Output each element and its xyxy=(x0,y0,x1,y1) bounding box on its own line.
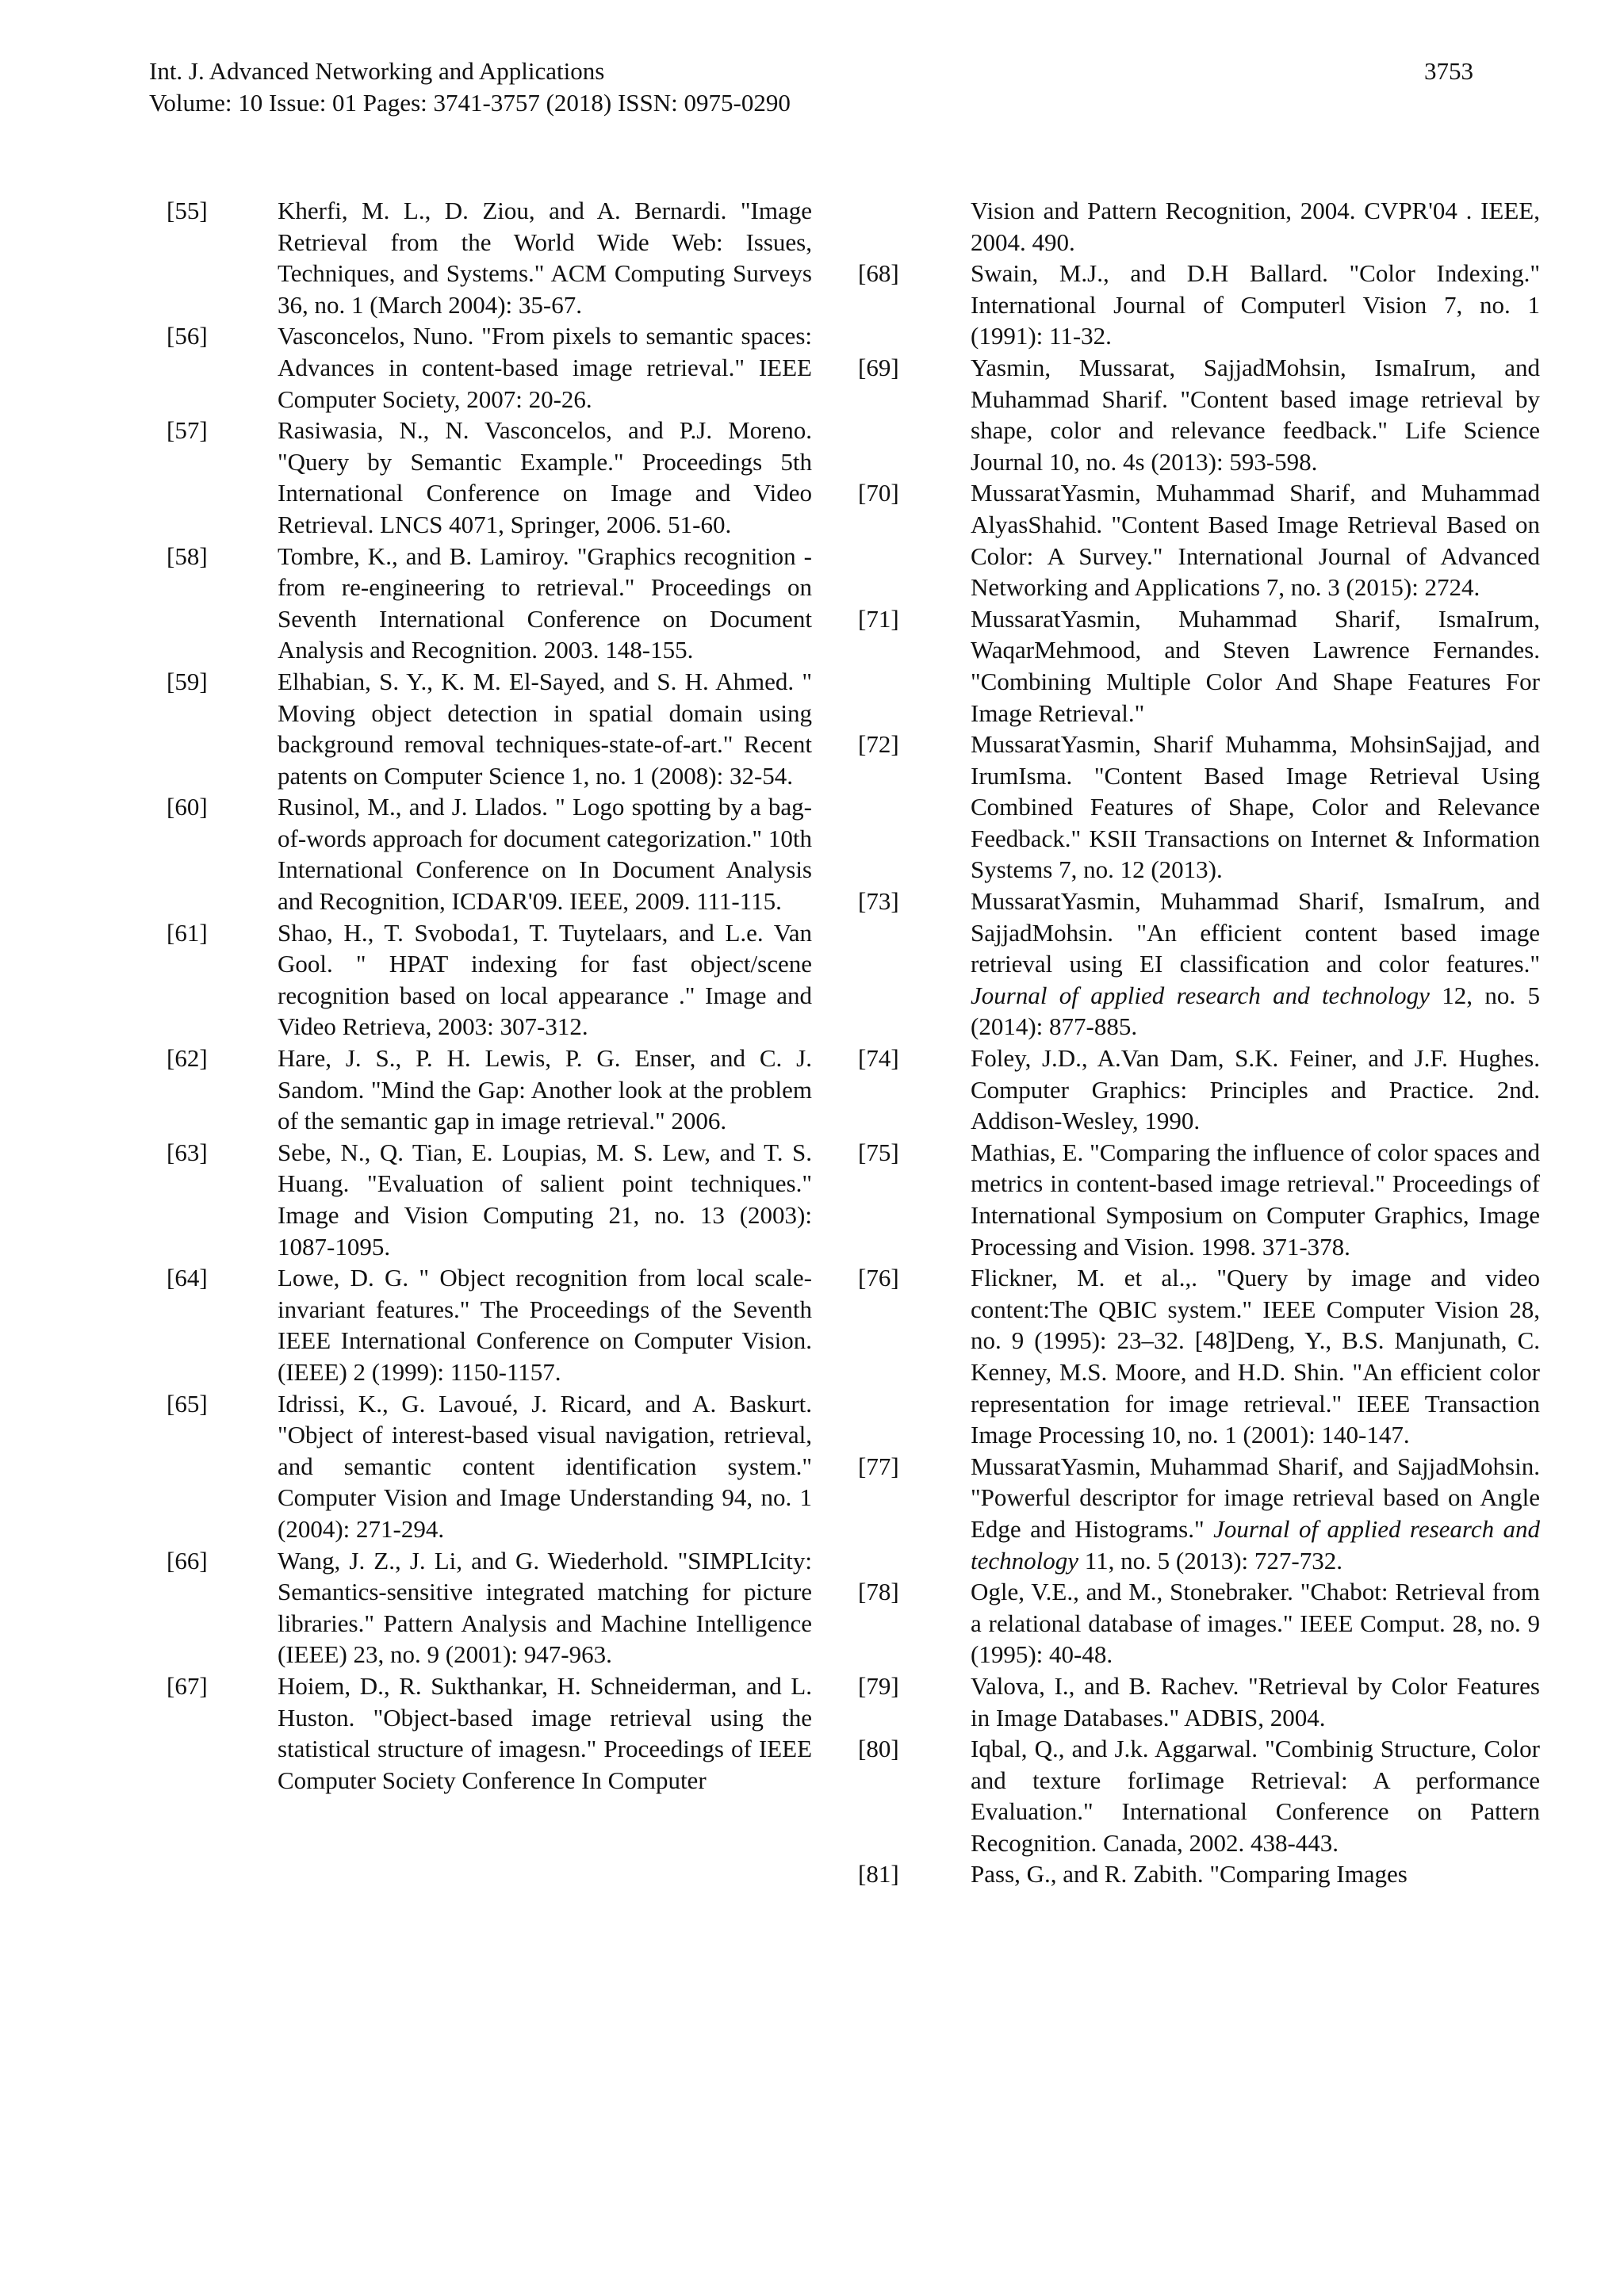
reference-number: [74] xyxy=(858,1044,899,1073)
reference-continuation xyxy=(858,195,1540,258)
reference-number: [70] xyxy=(858,479,899,507)
page-number: 3753 xyxy=(1424,57,1473,85)
reference-item xyxy=(167,415,812,540)
reference-item xyxy=(167,541,812,666)
reference-number: [81] xyxy=(858,1860,899,1888)
reference-item xyxy=(858,258,1540,352)
reference-text: Pass, G., and R. Zabith. "Comparing Images xyxy=(971,1860,1408,1888)
reference-text: Valova, I., and B. Rachev. "Retrieval by Color Features in Image Databases." ADBIS, 2004. xyxy=(971,1671,1540,1732)
reference-item xyxy=(858,1858,1540,1890)
reference-number: [72] xyxy=(858,730,899,759)
reference-text xyxy=(971,1451,1540,1576)
reference-number: [60] xyxy=(167,793,208,821)
reference-item xyxy=(167,1545,812,1670)
reference-text: Foley, J.D., A.Van Dam, S.K. Feiner, and J.F. Hughes. Computer Graphics: Principles and Practice. 2nd. Addison-Wesley, 1990. xyxy=(971,1044,1540,1135)
reference-item xyxy=(167,1388,812,1545)
reference-number: [75] xyxy=(858,1138,899,1166)
reference-text: Swain, M.J., and D.H Ballard. "Color Indexing." International Journal of Computerl Vision 7, no. 1 (1991): 11-32. xyxy=(971,259,1540,350)
reference-text: Rusinol, M., and J. Llados. " Logo spotting by a bag-of-words approach for document categorization." 10th International Conference on In Document Analysis and Recognition, ICDAR'09. IEEE, 2009. 111-115. xyxy=(278,793,812,916)
reference-text: Ogle, V.E., and M., Stonebraker. "Chabot: Retrieval from a relational database of images." IEEE Comput. 28, no. 9 (1995): 40-48. xyxy=(971,1578,1540,1669)
reference-text: MussaratYasmin, Sharif Muhamma, MohsinSajjad, and IrumIsma. "Content Based Image Retrieval Using Combined Features of Shape, Color and Relevance Feedback." KSII Transactions on Internet & Information Systems 7, no. 12 (2013). xyxy=(971,730,1540,884)
reference-item xyxy=(858,477,1540,603)
reference-item xyxy=(858,603,1540,729)
reference-item xyxy=(858,729,1540,886)
reference-text: Tombre, K., and B. Lamiroy. "Graphics recognition - from re-engineering to retrieval." Proceedings on Seventh International Conference on Document Analysis and Recognition. 2003. 148-155. xyxy=(278,541,812,664)
reference-item xyxy=(167,917,812,1043)
reference-item xyxy=(167,1043,812,1137)
reference-text: Kherfi, M. L., D. Ziou, and A. Bernardi. "Image Retrieval from the World Wide Web: Issues, Techniques, and Systems." ACM Computing Surveys 36, no. 1 (March 2004): 35-67. xyxy=(278,197,812,319)
reference-item xyxy=(167,666,812,791)
reference-number: [65] xyxy=(167,1389,208,1418)
reference-text-part: 12, no. 5 (2014): 877-885. xyxy=(971,981,1540,1041)
reference-item xyxy=(167,1670,812,1796)
reference-number: [77] xyxy=(858,1452,899,1480)
reference-text-part: MussaratYasmin, Muhammad Sharif, and SajjadMohsin. "Powerful descriptor for image retrieval based on Angle Edge and Histograms." xyxy=(971,1452,1540,1543)
reference-text: Idrissi, K., G. Lavoué, J. Ricard, and A. Baskurt. "Object of interest-based visual navigation, retrieval, and semantic content identification system." Computer Vision and Image Understanding 94, no. 1 (2004): 271-294. xyxy=(278,1389,812,1543)
reference-number: [73] xyxy=(858,887,899,916)
reference-number: [64] xyxy=(167,1264,208,1292)
reference-text: Hoiem, D., R. Sukthankar, H. Schneiderman, and L. Huston. "Object-based image retrieval using the statistical structure of imagesn." Proceedings of IEEE Computer Society Conference In Computer xyxy=(278,1671,812,1794)
volume-info: Volume: 10 Issue: 01 Pages: 3741-3757 (2018) ISSN: 0975-0290 xyxy=(149,89,791,117)
reference-text: Elhabian, S. Y., K. M. El-Sayed, and S. H. Ahmed. " Moving object detection in spatial domain using background removal techniques-state-of-art." Recent patents on Computer Science 1, no. 1 (2008): 32-54. xyxy=(278,667,812,790)
reference-text: Iqbal, Q., and J.k. Aggarwal. "Combinig Structure, Color and texture forIimage Retrieval: A performance Evaluation." International Conference on Pattern Recognition. Canada, 2002. 438-443. xyxy=(971,1735,1540,1857)
reference-item xyxy=(167,195,812,320)
reference-number: [79] xyxy=(858,1671,899,1700)
reference-item xyxy=(167,1137,812,1262)
reference-text: Vision and Pattern Recognition, 2004. CVPR'04 . IEEE, 2004. 490. xyxy=(971,197,1540,256)
reference-text-part: 11, no. 5 (2013): 727-732. xyxy=(1078,1546,1342,1575)
reference-text: Vasconcelos, Nuno. "From pixels to semantic spaces: Advances in content-based image retrieval." IEEE Computer Society, 2007: 20-26. xyxy=(278,322,812,413)
reference-number: [80] xyxy=(858,1735,899,1763)
reference-text: Wang, J. Z., J. Li, and G. Wiederhold. "SIMPLIcity: Semantics-sensitive integrated matching for picture libraries." Pattern Analysis and Machine Intelligence (IEEE) 23, no. 9 (2001): 947-963. xyxy=(278,1546,812,1669)
reference-text: Rasiwasia, N., N. Vasconcelos, and P.J. Moreno. "Query by Semantic Example." Proceedings 5th International Conference on Image and Video Retrieval. LNCS 4071, Springer, 2006. 51-60. xyxy=(278,416,812,538)
journal-name: Journal of applied research and technology xyxy=(971,1514,1541,1575)
reference-item xyxy=(858,886,1540,1043)
reference-item xyxy=(167,320,812,415)
reference-number: [68] xyxy=(858,259,899,288)
reference-number: [61] xyxy=(167,918,208,947)
reference-item xyxy=(858,1576,1540,1670)
reference-item xyxy=(858,1733,1540,1858)
reference-number: [58] xyxy=(167,541,208,570)
reference-number: [69] xyxy=(858,353,899,381)
references-left-column xyxy=(167,195,812,1796)
reference-item xyxy=(858,1451,1540,1576)
reference-item xyxy=(858,1137,1540,1262)
reference-text: Hare, J. S., P. H. Lewis, P. G. Enser, and C. J. Sandom. "Mind the Gap: Another look at the problem of the semantic gap in image retrieval." 2006. xyxy=(278,1044,812,1135)
reference-item xyxy=(167,1262,812,1387)
reference-number: [76] xyxy=(858,1264,899,1292)
reference-number: [63] xyxy=(167,1138,208,1166)
reference-text: Shao, H., T. Svoboda1, T. Tuytelaars, and L.e. Van Gool. " HPAT indexing for fast object/scene recognition based on local appearance ." Image and Video Retrieva, 2003: 307-312. xyxy=(278,918,812,1041)
reference-item xyxy=(858,1043,1540,1137)
reference-item xyxy=(167,791,812,916)
reference-number: [66] xyxy=(167,1546,208,1575)
reference-number: [67] xyxy=(167,1671,208,1700)
references-right-column xyxy=(858,195,1540,1890)
reference-text: Yasmin, Mussarat, SajjadMohsin, IsmaIrum, and Muhammad Sharif. "Content based image retrieval by shape, color and relevance feedback." Life Science Journal 10, no. 4s (2013): 593-598. xyxy=(971,353,1540,476)
reference-text: MussaratYasmin, Muhammad Sharif, IsmaIrum, WaqarMehmood, and Steven Lawrence Fernandes. "Combining Multiple Color And Shape Features For Image Retrieval." xyxy=(971,604,1540,727)
running-header xyxy=(149,55,791,119)
reference-text: Sebe, N., Q. Tian, E. Loupias, M. S. Lew, and T. S. Huang. "Evaluation of salient point techniques." Image and Vision Computing 21, no. 13 (2003): 1087-1095. xyxy=(278,1138,812,1261)
reference-item xyxy=(858,1670,1540,1733)
reference-number: [78] xyxy=(858,1578,899,1606)
reference-number: [62] xyxy=(167,1044,208,1073)
reference-text: Lowe, D. G. " Object recognition from local scale-invariant features." The Proceedings of the Seventh IEEE International Conference on Computer Vision. (IEEE) 2 (1999): 1150-1157. xyxy=(278,1264,812,1386)
reference-number: [59] xyxy=(167,667,208,695)
reference-number: [57] xyxy=(167,416,208,445)
reference-text: Flickner, M. et al.,. "Query by image and video content:The QBIC system." IEEE Computer Vision 28, no. 9 (1995): 23–32. [48]Deng, Y., B.S. Manjunath, C. Kenney, M.S. Moore, and H.D. Shin. "An efficient color representation for image retrieval." IEEE Transaction Image Processing 10, no. 1 (2001): 140-147. xyxy=(971,1264,1540,1449)
journal-title: Int. J. Advanced Networking and Applications xyxy=(149,57,605,85)
reference-number: [71] xyxy=(858,604,899,633)
journal-name: Journal of applied research and technology xyxy=(971,981,1430,1009)
reference-text-part: MussaratYasmin, Muhammad Sharif, IsmaIrum, and SajjadMohsin. "An efficient content based image retrieval using EI classification and color features." xyxy=(971,887,1540,978)
reference-number: [55] xyxy=(167,197,208,224)
reference-text: Mathias, E. "Comparing the influence of color spaces and metrics in content-based image retrieval." Proceedings of International Symposium on Computer Graphics, Image Processing and Vision. 1998. 371-378. xyxy=(971,1138,1540,1261)
reference-item xyxy=(858,352,1540,477)
reference-text: MussaratYasmin, Muhammad Sharif, and Muhammad AlyasShahid. "Content Based Image Retrieval Based on Color: A Survey." International Journal of Advanced Networking and Applications 7, no. 3 (2015): 2724. xyxy=(971,479,1540,602)
reference-number: [56] xyxy=(167,322,208,350)
reference-text xyxy=(971,886,1540,1043)
reference-item xyxy=(858,1262,1540,1451)
